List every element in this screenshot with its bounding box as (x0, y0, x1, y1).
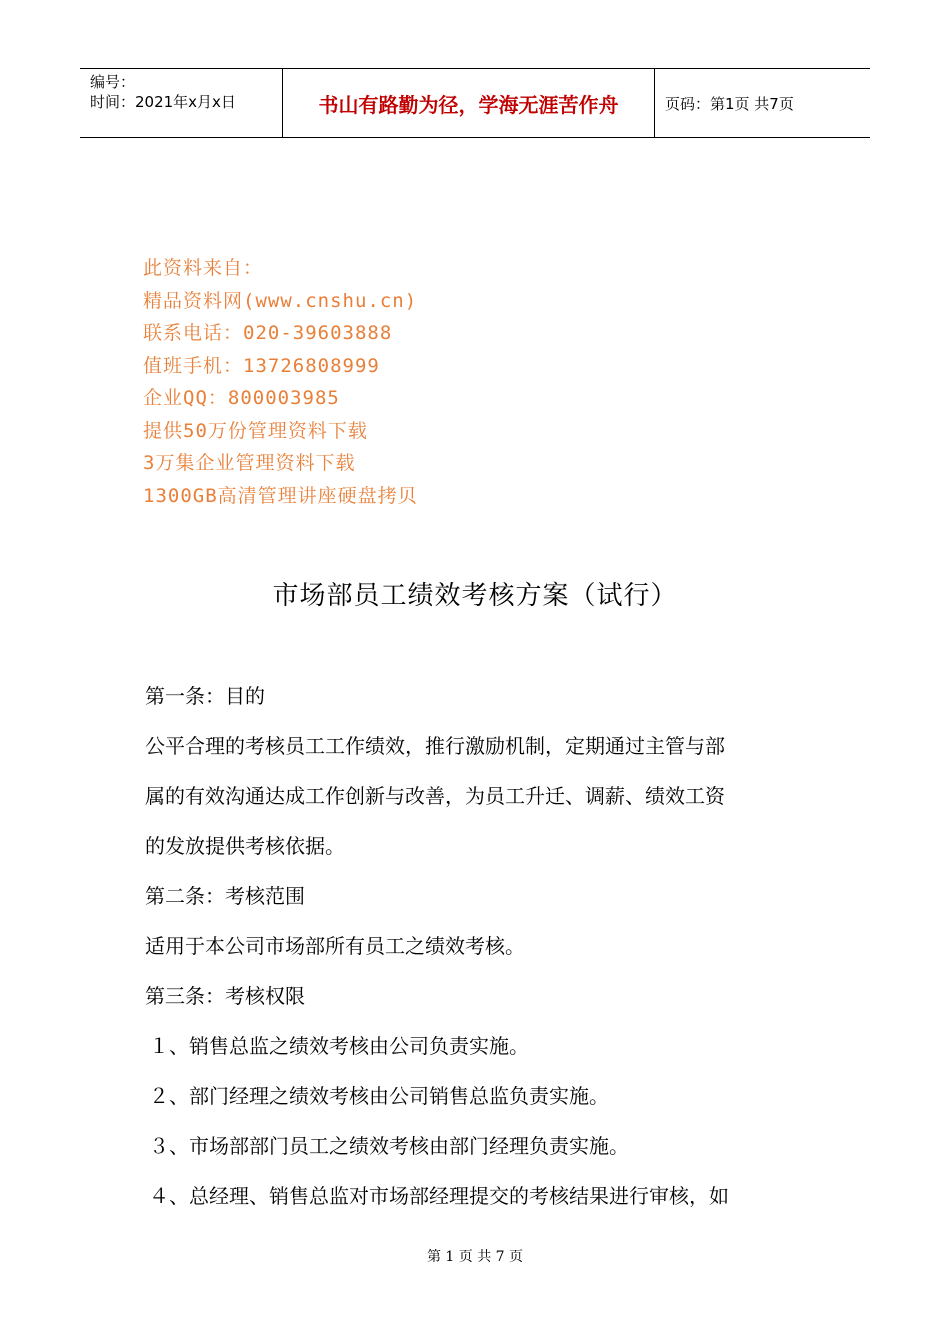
source-line: 提供50万份管理资料下载 (143, 419, 368, 442)
document-body (145, 671, 805, 1221)
list-item: ４、总经理、销售总监对市场部经理提交的考核结果进行审核，如 (149, 1184, 729, 1208)
source-line: 联系电话：020-39603888 (143, 322, 393, 344)
section-heading: 第二条：考核范围 (145, 884, 305, 908)
source-line: 精品资料网(www.cnshu.cn) (143, 289, 418, 312)
source-line: 1300GB高清管理讲座硬盘拷贝 (143, 484, 418, 507)
list-item: １、销售总监之绩效考核由公司负责实施。 (149, 1034, 529, 1058)
source-line: 3万集企业管理资料下载 (143, 452, 356, 474)
paragraph-line: 的发放提供考核依据。 (145, 834, 345, 858)
source-line: 此资料来自： (143, 257, 264, 279)
paragraph-line: 属的有效沟通达成工作创新与改善，为员工升迁、调薪、绩效工资 (145, 784, 725, 808)
header-page-info: 页码：第1页 共7页 (665, 94, 794, 113)
source-info-block (143, 252, 418, 512)
list-item: ３、市场部部门员工之绩效考核由部门经理负责实施。 (149, 1134, 629, 1158)
list-item: ２、部门经理之绩效考核由公司销售总监负责实施。 (149, 1084, 609, 1108)
source-line: 企业QQ：800003985 (143, 387, 340, 409)
document-header (80, 68, 870, 138)
paragraph-line: 适用于本公司市场部所有员工之绩效考核。 (145, 934, 525, 958)
header-motto: 书山有路勤为径，学海无涯苦作舟 (282, 69, 655, 137)
code-label: 编号： (90, 73, 136, 91)
paragraph-line: 公平合理的考核员工工作绩效，推行激励机制，定期通过主管与部 (145, 734, 725, 758)
time-label: 时间：2021年x月x日 (90, 93, 236, 111)
source-line: 值班手机：13726808999 (143, 354, 380, 377)
page-footer: 第 1 页 共 7 页 (426, 1249, 524, 1265)
document-title: 市场部员工绩效考核方案（试行） (272, 581, 678, 611)
section-heading: 第一条：目的 (145, 684, 265, 708)
section-heading: 第三条：考核权限 (145, 984, 305, 1008)
header-meta (80, 69, 282, 137)
